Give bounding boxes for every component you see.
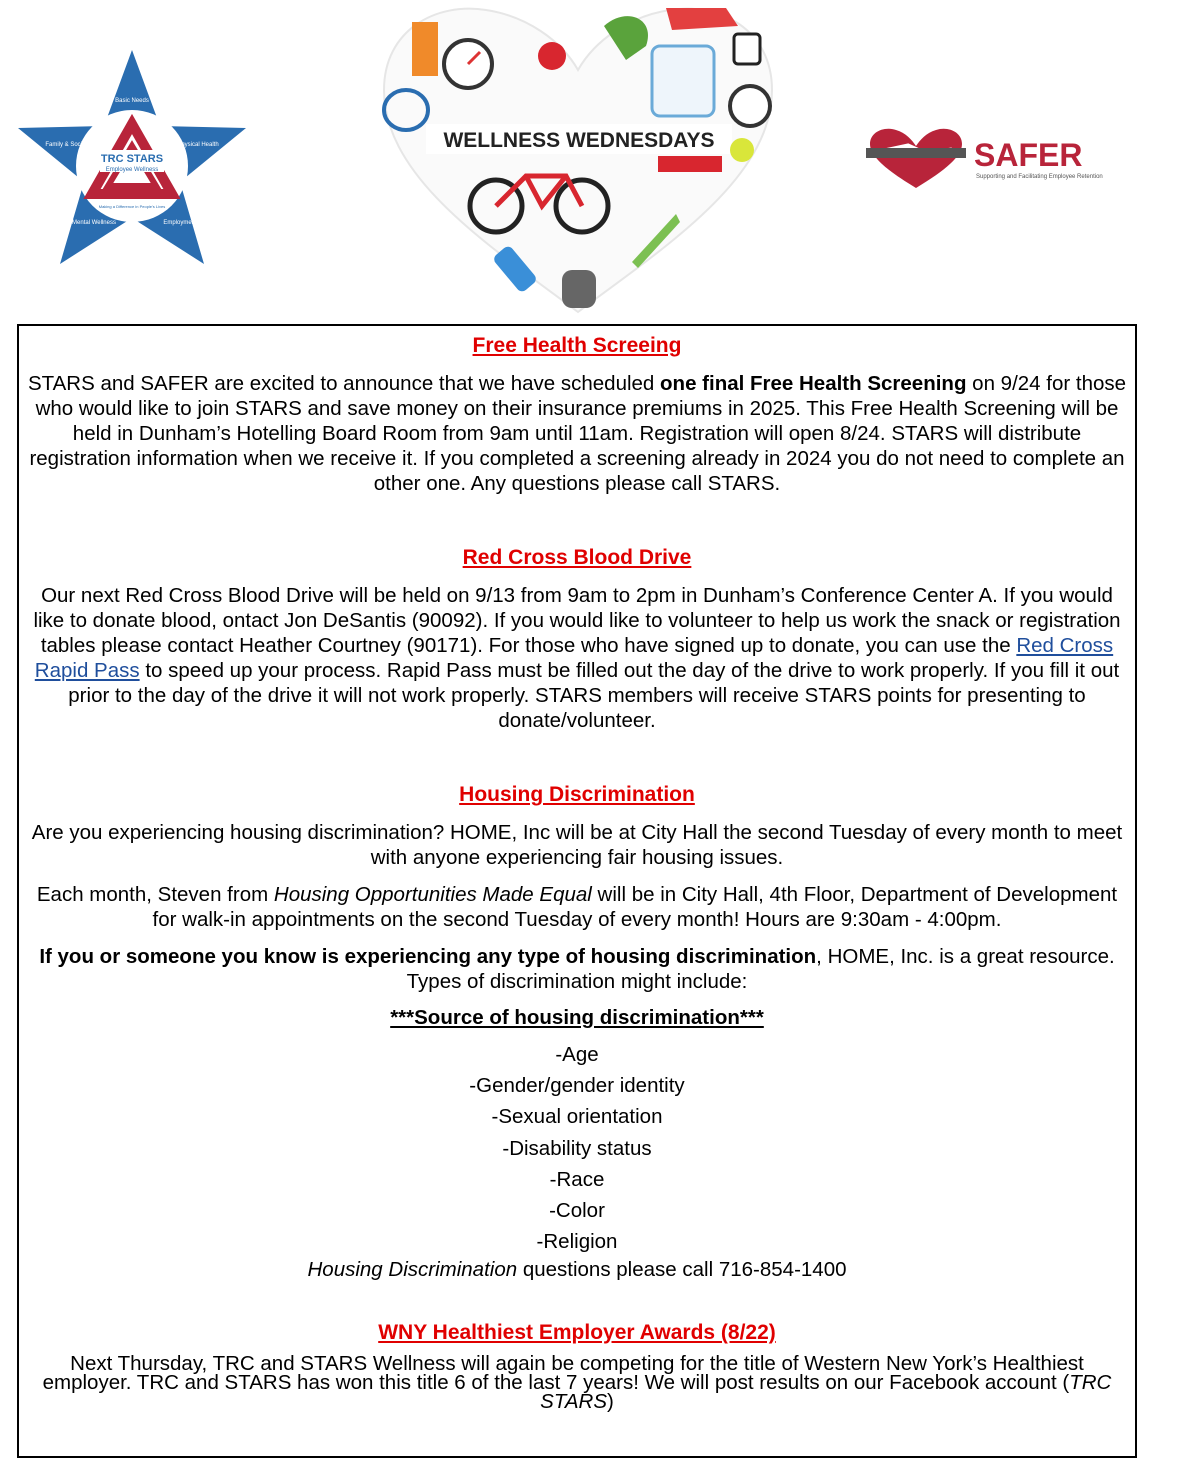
carton-icon xyxy=(412,22,438,76)
awards-title: WNY Healthiest Employer Awards (8/22) xyxy=(378,1321,776,1344)
star-point-physical-health: Physical Health xyxy=(177,142,219,148)
screening-title: Free Health Screeing xyxy=(472,334,682,357)
discrimination-source-heading: ***Source of housing discrimination*** xyxy=(390,1006,764,1029)
housing-paragraph-1: Are you experiencing housing discrimination? HOME, Inc will be at City Hall the second Tuesday of every month to meet with anyone experiencing fair housing issues. xyxy=(31,821,1123,869)
heart-banner-text: WELLNESS WEDNESDAYS xyxy=(443,129,715,152)
list-item: -Color xyxy=(549,1198,605,1222)
star-point-family-social: Family & Social xyxy=(45,142,87,148)
apple-icon xyxy=(538,42,566,70)
star-point-basic-needs: Basic Needs xyxy=(115,98,149,104)
dumbbell-icon xyxy=(658,156,722,172)
awards-paragraph: Next Thursday, TRC and STARS Wellness will again be competing for the title of Western New York’s Healthiest employer. TRC and STARS has won this title 6 of the last 7 years! We will post results on our Facebook account (TRC STARS) xyxy=(42,1352,1112,1413)
star-point-employment: Employment xyxy=(163,220,197,226)
clock-icon xyxy=(730,86,770,126)
watch-icon xyxy=(734,34,760,64)
stars-tagline: Making a Difference in People's Lives xyxy=(98,204,166,209)
list-item: -Gender/gender identity xyxy=(469,1074,685,1098)
list-item: -Age xyxy=(555,1043,599,1066)
heart-handshake-icon xyxy=(870,129,962,188)
housing-title: Housing Discrimination xyxy=(459,783,695,806)
safer-name: SAFER xyxy=(974,137,1083,173)
discrimination-types-list xyxy=(19,1039,1135,1257)
scale-icon xyxy=(652,46,714,116)
newsletter-content-box xyxy=(17,324,1137,1458)
trc-stars-logo xyxy=(14,48,250,268)
stars-center-line1: TRC STARS xyxy=(100,153,164,165)
kettlebell-icon xyxy=(562,270,596,308)
list-item: -Religion xyxy=(536,1230,618,1254)
list-item: -Disability status xyxy=(502,1136,652,1160)
blood-drive-paragraph: Our next Red Cross Blood Drive will be held on 9/13 from 9am to 2pm in Dunham’s Conference Center A. If you would like to donate blood, ontact Jon DeSantis (90092). If you would like to volunteer to help us work the snack or registration tables please contact Heather Courtney (90171). For those who have signed up to donate, you can use the Red Cross Rapid Pass to speed up your process. Rapid Pass must be filled out the day of the drive to work properly. If you fill it out prior to the day of the drive it will not work properly. STARS members will receive STARS points for presenting to donate/volunteer. xyxy=(33,584,1121,732)
blood-drive-title: Red Cross Blood Drive xyxy=(462,546,692,569)
housing-contact-line: Housing Discrimination questions please call 716-854-1400 xyxy=(307,1258,847,1281)
list-item: -Race xyxy=(549,1167,605,1191)
red-cross-rapid-pass-link[interactable]: Red Cross Rapid Pass xyxy=(34,634,1114,682)
screening-paragraph: STARS and SAFER are excited to announce that we have scheduled one final Free Health Screening on 9/24 for those who would like to join STARS and save money on their insurance premiums in 2025. This Free Health Screening will be held in Dunham’s Hotelling Board Room from 9am until 11am. Registration will open 8/24. STARS will distribute registration information when we receive it. If you completed a screening already in 2024 you do not need to complete an other one. Any questions please call STARS. xyxy=(27,372,1127,495)
list-item: -Sexual orientation xyxy=(491,1105,663,1129)
ball-icon xyxy=(730,138,754,162)
star-point-mental-wellness: Mental Wellness xyxy=(72,220,116,226)
housing-paragraph-2: Each month, Steven from Housing Opportunities Made Equal will be in City Hall, 4th Floor, Department of Development for walk-in appointments on the second Tuesday of every month! Hours are 9:30am - 4:00pm. xyxy=(36,883,1118,931)
wellness-wednesdays-heart-logo xyxy=(376,0,780,318)
safer-logo xyxy=(866,126,1122,196)
stars-center-line2: Employee Wellness xyxy=(105,167,159,173)
housing-paragraph-3: If you or someone you know is experiencing any type of housing discrimination, HOME, Inc. is a great resource. Types of discrimination might include: xyxy=(39,945,1115,993)
safer-tagline: Supporting and Facilitating Employee Retention xyxy=(976,174,1103,180)
